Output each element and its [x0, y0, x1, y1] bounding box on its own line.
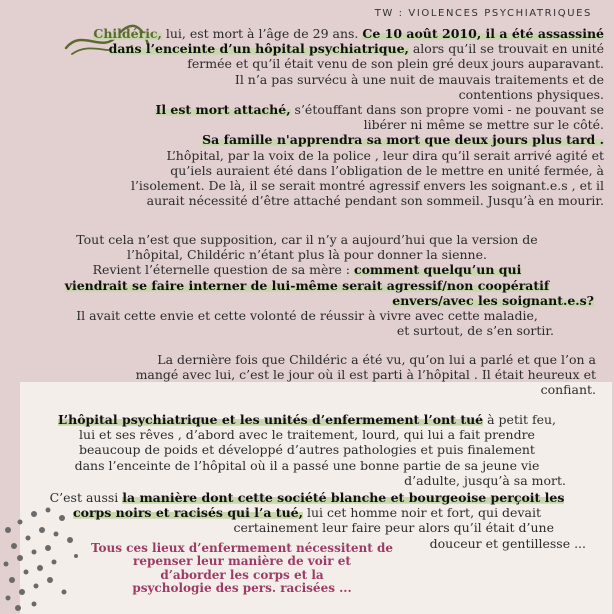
paragraph-3: La dernière fois que Childéric a été vu, qu’on lui a parlé et que l’on a mangé avec lui, c’est le jour où il est parti à l’hôpital . Il était heureux et confiant. [135, 352, 596, 398]
closing-statement: Tous ces lieux d’enfermement nécessitent de repenser leur manière de voir et d’aborder les corps et la psychologie des pers. racisées ... [90, 541, 394, 596]
paragraph-1: Childéric, lui, est mort à l’âge de 29 ans. Ce 10 août 2010, il a été assassiné dans l’enceinte d’un hôpital psychiatrique, alors qu’il se trouvait en unité fermée et qu’il était venu de son plein gré deux jours auparavant. Il n’a pas survécu à une nuit de mauvais traitements et de contentions physiques. Il est mort attaché, s’étouffant dans son propre vomi - ne pouvant se libérer ni même se mettre sur le côté. Sa famille n'apprendra sa mort que deux jours plus tard . L’hôpital, par la voix de la police , leur dira qu’il serait arrivé agité et qu’iels auraient été dans l’obligation de le mettre en unité fermée, à l’isolement. De là, il se serait montré agressif envers les soignant.e.s , et il aurait nécessité d’être attaché pendant son sommeil. Jusqu’à en mourir. [93, 26, 604, 209]
trigger-warning-tag: TW : VIOLENCES PSYCHIATRIQUES [374, 8, 592, 19]
name-highlight: Childéric, [93, 26, 162, 41]
paragraph-5: C’est aussi la manière dont cette société blanche et bourgeoise perçoit les corps noirs et racisés qui l’a tué, lui cet homme noir et fort, qui devait certainement leur faire peur alors qu’il était d’une douceur et gentillesse ... [49, 490, 586, 551]
paragraph-4: L’hôpital psychiatrique et les unités d’enfermement l’ont tué à petit feu, lui et ses rêves , d’abord avec le traitement, lourd, qui lui a fait prendre beaucoup de poids et développé d’autres pathologies et puis finalement dans l’enceinte de l’hôpital où il a passé une bonne partie de sa jeune vie d’adulte, jusqu’à sa mort. [57, 412, 566, 488]
paragraph-2: Tout cela n’est que supposition, car il n’y a aujourd’hui que la version de l’hôpital, Childéric n’étant plus là pour donner la sienne. Revient l’éternelle question de sa mère : comment quelqu’un qui viendrait se faire interner de lui-même serait agressif/non coopératif envers/avec les soignant.e.s? Il avait cette envie et cette volonté de réussir à vivre avec cette maladie, et surtout, de s’en sortir. [64, 232, 594, 339]
